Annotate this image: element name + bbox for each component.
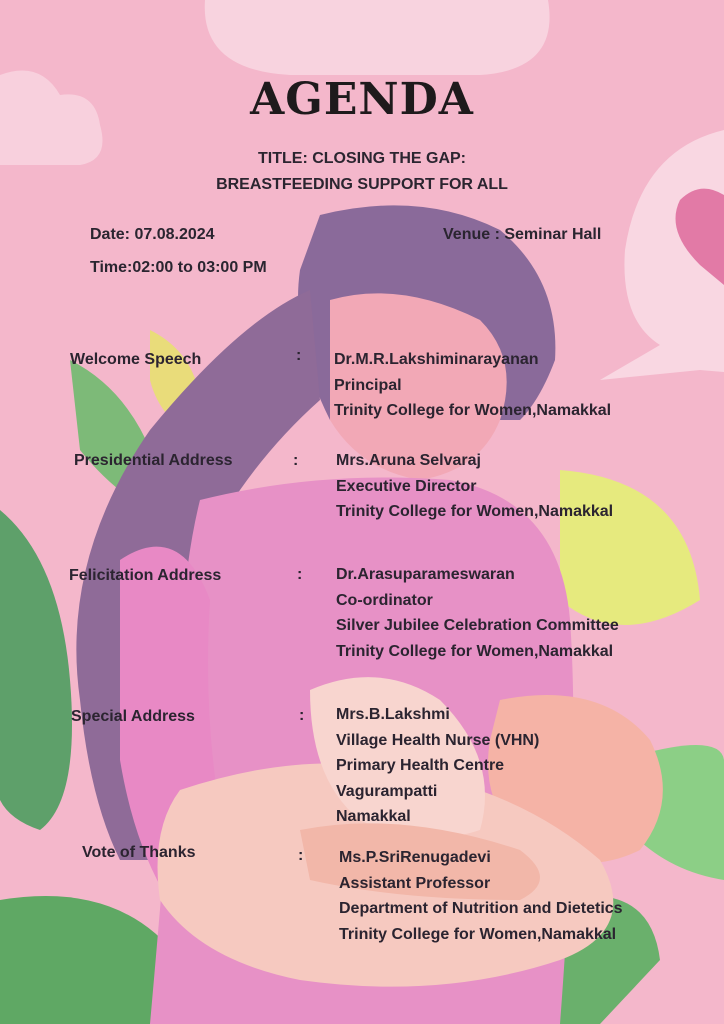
speaker-line: Trinity College for Women,Namakkal (339, 925, 617, 943)
event-title-line1: TITLE: CLOSING THE GAP: (258, 150, 466, 167)
speaker-line: Trinity College for Women,Namakkal (334, 402, 612, 419)
agenda-role: Special Address (71, 708, 195, 725)
speaker-line: Silver Jubilee Celebration Committee (336, 617, 619, 634)
speaker-line: Dr.M.R.Lakshiminarayanan (334, 351, 539, 368)
agenda-colon: : (298, 847, 304, 864)
agenda-heading: AGENDA (250, 74, 474, 125)
agenda-speaker (336, 702, 539, 830)
agenda-speaker (336, 562, 619, 664)
speaker-line: Co-ordinator (336, 591, 433, 609)
event-date: Date: 07.08.2024 (90, 226, 215, 243)
speaker-line: Executive Director (336, 477, 477, 495)
agenda-speaker (334, 347, 611, 424)
speaker-line: Vagurampatti (336, 782, 438, 800)
speaker-line: Primary Health Centre (336, 757, 505, 774)
speaker-line: Dr.Arasuparameswaran (336, 566, 515, 583)
event-title-line2: BREASTFEEDING SUPPORT FOR ALL (216, 176, 508, 193)
speaker-line: Principal (334, 376, 402, 394)
speaker-line: Namakkal (336, 808, 411, 825)
agenda-role: Welcome Speech (70, 351, 202, 368)
event-venue: Venue : Seminar Hall (443, 226, 602, 243)
agenda-role: Presidential Address (74, 452, 233, 469)
agenda-speaker (339, 845, 623, 947)
speaker-line: Assistant Professor (339, 874, 491, 892)
agenda-role: Felicitation Address (69, 567, 222, 584)
speaker-line: Ms.P.SriRenugadevi (339, 849, 491, 866)
agenda-colon: : (299, 707, 305, 724)
event-time: Time:02:00 to 03:00 PM (90, 259, 267, 276)
speaker-line: Department of Nutrition and Dietetics (339, 900, 623, 917)
cloud-top (205, 0, 550, 75)
speaker-line: Village Health Nurse (VHN) (336, 731, 540, 749)
speaker-line: Mrs.B.Lakshmi (336, 706, 450, 723)
agenda-role: Vote of Thanks (82, 844, 196, 861)
agenda-colon: : (296, 347, 302, 364)
agenda-colon: : (293, 452, 299, 469)
speaker-line: Trinity College for Women,Namakkal (336, 642, 614, 660)
speaker-line: Trinity College for Women,Namakkal (336, 503, 614, 520)
agenda-speaker (336, 448, 613, 525)
speaker-line: Mrs.Aruna Selvaraj (336, 452, 481, 469)
agenda-colon: : (297, 566, 303, 583)
